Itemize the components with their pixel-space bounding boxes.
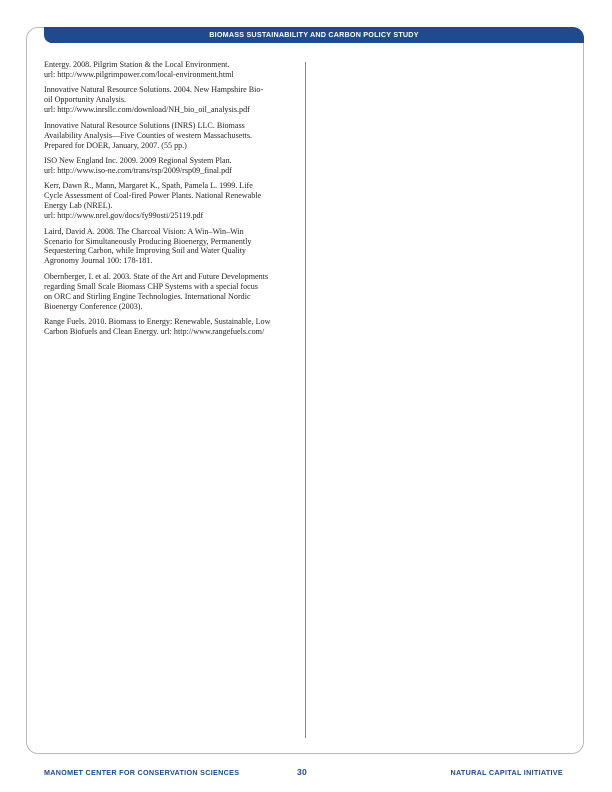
reference-url[interactable]: url: http://www.iso-ne.com/trans/rsp/2009/rsp09_final.pdf (44, 165, 232, 175)
reference-line: Sequestering Carbon, while Improving Soil and Water Quality (44, 246, 246, 256)
reference-line: Energy Lab (NREL). (44, 201, 113, 211)
reference-entry (44, 85, 300, 115)
reference-url[interactable]: url: http://www.pilgrimpower.com/local-environment.html (44, 69, 234, 79)
reference-entry (44, 272, 300, 312)
reference-entry (44, 121, 300, 151)
reference-line: Innovative Natural Resource Solutions. 2004. New Hampshire Bio- (44, 85, 264, 95)
reference-line: Range Fuels. 2010. Biomass to Energy: Renewable, Sustainable, Low (44, 317, 271, 327)
reference-entry (44, 317, 300, 337)
reference-line: Carbon Biofuels and Clean Energy. url: http://www.rangefuels.com/ (44, 327, 265, 336)
reference-url[interactable]: url: http://www.inrsllc.com/download/NH_bio_oil_analysis.pdf (44, 105, 250, 115)
footer-organization: MANOMET CENTER FOR CONSERVATION SCIENCES (44, 768, 240, 777)
reference-line: Entergy. 2008. Pilgrim Station & the Local Environment. (44, 60, 230, 69)
running-header: BIOMASS SUSTAINABILITY AND CARBON POLICY STUDY (44, 27, 584, 43)
reference-line: Obernberger, I. et al. 2003. State of the Art and Future Developments (44, 271, 269, 281)
footer-initiative: NATURAL CAPITAL INITIATIVE (450, 768, 563, 777)
reference-entry (44, 181, 300, 221)
reference-line: regarding Small Scale Biomass CHP Systems with a special focus (44, 281, 258, 291)
reference-entry (44, 156, 300, 176)
reference-line: Prepared for DOER, January, 2007. (55 pp.) (44, 140, 187, 150)
reference-entry (44, 227, 300, 267)
reference-line: Laird, David A. 2008. The Charcoal Vision: A Win–Win–Win (44, 226, 244, 236)
page-number: 30 (296, 767, 308, 777)
reference-entry (44, 60, 300, 80)
reference-line: Innovative Natural Resource Solutions (INRS) LLC. Biomass (44, 120, 245, 130)
reference-line: Availability Analysis—Five Counties of western Massachusetts. (44, 130, 253, 140)
column-divider (305, 62, 306, 738)
reference-line: Bioenergy Conference (2003). (44, 301, 143, 311)
reference-line: Agronomy Journal 100: 178-181. (44, 256, 153, 266)
reference-line: Scenario for Simultaneously Producing Bioenergy, Permanently (44, 236, 252, 246)
reference-list (44, 60, 300, 343)
reference-line: oil Opportunity Analysis. (44, 95, 127, 105)
reference-line: ISO New England Inc. 2009. 2009 Regional System Plan. (44, 156, 232, 166)
reference-line: Kerr, Dawn R., Mann, Margaret K., Spath, Pamela L. 1999. Life (44, 181, 253, 191)
reference-line: on ORC and Stirling Engine Technologies. International Nordic (44, 291, 251, 301)
reference-url[interactable]: url: http://www.nrel.gov/docs/fy99osti/25119.pdf (44, 211, 204, 221)
reference-line: Cycle Assessment of Coal-fired Power Plants. National Renewable (44, 191, 262, 201)
